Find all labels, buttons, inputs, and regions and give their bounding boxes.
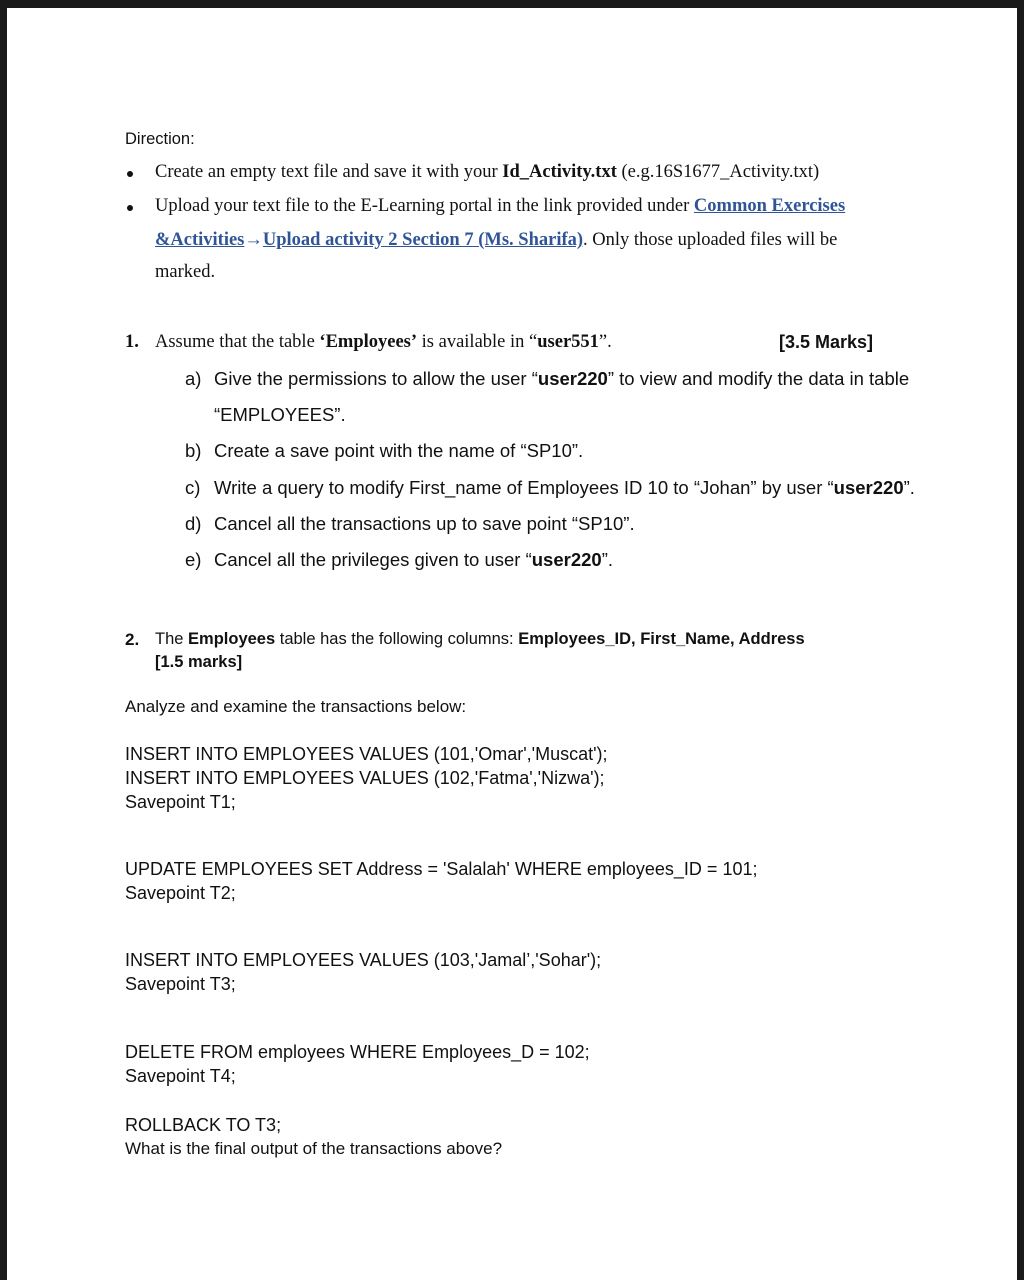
item-e-pre: Cancel all the privileges given to user “: [214, 549, 532, 570]
q1-item-a-line2: “EMPLOYEES”.: [214, 404, 346, 425]
bullet2-text: Upload your text file to the E-Learning portal in the link provided under: [155, 196, 694, 216]
bullet-icon: [127, 171, 133, 177]
link-activities[interactable]: &Activities: [155, 230, 245, 250]
item-letter: b): [185, 440, 202, 461]
code-line: ROLLBACK TO T3;: [125, 1115, 282, 1135]
item-e-post: ”.: [601, 549, 614, 570]
arrow-right-icon: →: [244, 230, 263, 250]
code-line: Savepoint T4;: [125, 1066, 236, 1086]
code-line: INSERT INTO EMPLOYEES VALUES (101,'Omar','Muscat');: [125, 744, 608, 764]
item-letter: e): [185, 549, 202, 570]
direction-heading: Direction:: [125, 130, 195, 148]
bullet1-filename: Id_Activity.txt: [502, 162, 617, 182]
q2-pre: The: [155, 630, 189, 648]
q1-item-e: [185, 549, 614, 571]
q1-marks: [3.5 Marks]: [779, 332, 874, 352]
code-line: DELETE FROM employees WHERE Employees_D = 102;: [125, 1042, 590, 1062]
q2-text: [155, 630, 805, 649]
code-line: INSERT INTO EMPLOYEES VALUES (103,'Jamal’,'Sohar');: [125, 950, 602, 970]
link-upload-activity[interactable]: Upload activity 2 Section 7 (Ms. Sharifa): [262, 230, 584, 250]
item-e-text: [214, 549, 613, 571]
q2-number: 2.: [125, 630, 140, 649]
item-e-user: user220: [531, 549, 602, 570]
item-letter: d): [185, 513, 202, 534]
q1-number: 1.: [125, 332, 139, 352]
item-a-pre: Give the permissions to allow the user “: [214, 368, 538, 389]
q2-columns: Employees_ID, First_Name, Address: [518, 630, 805, 648]
code-line: UPDATE EMPLOYEES SET Address = 'Salalah' WHERE employees_ID = 101;: [125, 859, 758, 879]
code-block-2: [125, 857, 757, 905]
item-c-post: ”.: [903, 477, 915, 498]
item-c-user: user220: [833, 477, 904, 498]
q1-user: user551: [537, 332, 599, 352]
q1-text-post: ”.: [598, 332, 612, 352]
item-a-post: ” to view and modify the data in table: [607, 368, 910, 389]
bullet1-example: (e.g.16S1677_Activity.txt): [616, 162, 820, 182]
q2-table-name: Employees: [188, 630, 276, 648]
final-question: What is the final output of the transactions above?: [125, 1139, 503, 1158]
item-d-text: Cancel all the transactions up to save point “SP10”.: [214, 513, 635, 534]
bullet-icon: [127, 205, 133, 211]
bullet-upload-line3: marked.: [155, 262, 216, 282]
q1-item-c: [185, 477, 915, 499]
item-a-user: user220: [537, 368, 608, 389]
code-line: INSERT INTO EMPLOYEES VALUES (102,'Fatma','Nizwa');: [125, 768, 605, 788]
bullet1-text: Create an empty text file and save it with your: [155, 162, 503, 182]
document-page: [7, 8, 1017, 1280]
bullet2-post-text: . Only those uploaded files will be: [583, 230, 838, 250]
code-line: Savepoint T3;: [125, 974, 236, 994]
q1-text-pre: Assume that the table: [155, 332, 320, 352]
q2-mid: table has the following columns:: [275, 630, 519, 648]
item-a-text: [214, 368, 909, 390]
item-c-pre: Write a query to modify First_name of Employees ID 10 to “Johan” by user “: [214, 477, 834, 498]
link-common-exercises[interactable]: Common Exercises: [693, 196, 846, 216]
code-block-3: [125, 948, 601, 996]
q2-marks: [1.5 marks]: [155, 653, 243, 671]
q1-text-mid: is available in “: [417, 332, 538, 352]
q2-analyze-text: Analyze and examine the transactions below:: [125, 697, 467, 716]
bullet-upload-line2: [155, 230, 837, 251]
item-letter: c): [185, 477, 201, 498]
item-letter: a): [185, 368, 202, 389]
code-block-1: [125, 742, 608, 814]
item-c-text: [214, 477, 915, 499]
item-b-text: Create a save point with the name of “SP10”.: [214, 440, 584, 461]
q1-table-name: ‘Employees’: [319, 332, 418, 352]
code-block-5: [125, 1113, 502, 1161]
bullet-create-file: [155, 162, 819, 183]
q1-item-a: [185, 368, 910, 390]
code-block-4: [125, 1040, 590, 1088]
code-line: Savepoint T2;: [125, 883, 236, 903]
code-line: Savepoint T1;: [125, 792, 236, 812]
bullet-upload-line1: [155, 196, 845, 217]
q1-text: [155, 332, 612, 353]
q1-item-b: [185, 440, 584, 462]
q1-item-d: [185, 513, 635, 535]
